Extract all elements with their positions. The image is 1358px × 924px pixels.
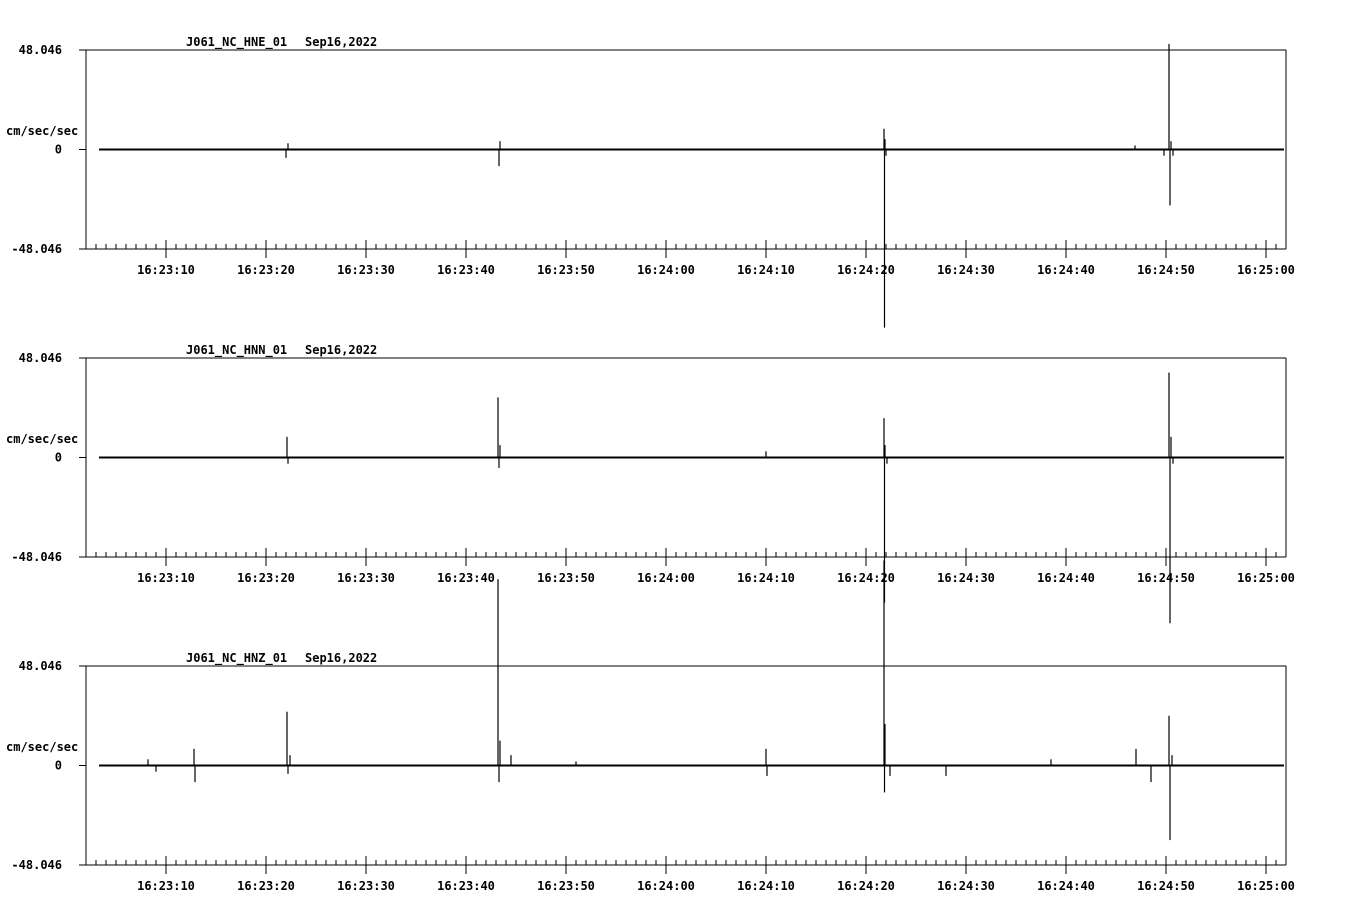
x-tick-label: 16:24:20 <box>837 879 895 893</box>
x-tick-label: 16:23:20 <box>237 879 295 893</box>
x-tick-label: 16:25:00 <box>1237 263 1295 277</box>
chart-panel-1 <box>6 35 1295 328</box>
chart-panel-2 <box>6 343 1295 623</box>
x-tick-label: 16:24:20 <box>837 263 895 277</box>
x-tick-label: 16:23:10 <box>137 879 195 893</box>
x-tick-label: 16:23:40 <box>437 879 495 893</box>
panel-title: J061_NC_HNN_01 <box>186 343 288 357</box>
y-tick-label: 48.046 <box>18 43 62 57</box>
y-axis-label: cm/sec/sec <box>6 432 79 446</box>
x-tick-label: 16:24:30 <box>937 879 995 893</box>
x-tick-label: 16:25:00 <box>1237 571 1295 585</box>
x-tick-label: 16:24:10 <box>737 879 795 893</box>
panel-title: J061_NC_HNE_01 <box>186 35 288 49</box>
x-tick-label: 16:23:40 <box>437 571 495 585</box>
x-tick-label: 16:24:40 <box>1037 879 1095 893</box>
chart-panel-3 <box>6 561 1295 894</box>
panel-date: Sep16,2022 <box>305 343 378 357</box>
y-tick-label: 0 <box>54 142 62 157</box>
x-tick-label: 16:23:30 <box>337 879 395 893</box>
x-tick-label: 16:24:50 <box>1137 879 1195 893</box>
x-tick-label: 16:24:40 <box>1037 263 1095 277</box>
x-tick-label: 16:23:20 <box>237 263 295 277</box>
panel-date: Sep16,2022 <box>305 35 378 49</box>
y-tick-label: 0 <box>54 450 62 465</box>
x-tick-label: 16:25:00 <box>1237 879 1295 893</box>
x-tick-label: 16:23:50 <box>537 879 595 893</box>
y-tick-label: -48.046 <box>11 242 62 256</box>
x-tick-label: 16:24:10 <box>737 263 795 277</box>
x-tick-label: 16:24:30 <box>937 571 995 585</box>
x-tick-label: 16:24:20 <box>837 571 895 585</box>
y-axis-label: cm/sec/sec <box>6 740 79 754</box>
x-tick-label: 16:24:00 <box>637 879 695 893</box>
x-tick-label: 16:23:30 <box>337 263 395 277</box>
x-tick-label: 16:23:10 <box>137 263 195 277</box>
x-tick-label: 16:23:50 <box>537 263 595 277</box>
y-tick-label: -48.046 <box>11 550 62 564</box>
panel-date: Sep16,2022 <box>305 651 378 665</box>
y-tick-label: -48.046 <box>11 858 62 872</box>
x-tick-label: 16:23:20 <box>237 571 295 585</box>
y-tick-label: 48.046 <box>18 659 62 673</box>
y-tick-label: 0 <box>54 758 62 773</box>
y-tick-label: 48.046 <box>18 351 62 365</box>
x-tick-label: 16:24:40 <box>1037 571 1095 585</box>
x-tick-label: 16:24:50 <box>1137 571 1195 585</box>
x-tick-label: 16:24:00 <box>637 571 695 585</box>
x-tick-label: 16:24:50 <box>1137 263 1195 277</box>
x-tick-label: 16:23:30 <box>337 571 395 585</box>
x-tick-label: 16:24:10 <box>737 571 795 585</box>
x-tick-label: 16:24:30 <box>937 263 995 277</box>
x-tick-label: 16:23:10 <box>137 571 195 585</box>
y-axis-label: cm/sec/sec <box>6 124 79 138</box>
x-tick-label: 16:23:50 <box>537 571 595 585</box>
x-tick-label: 16:24:00 <box>637 263 695 277</box>
x-tick-label: 16:23:40 <box>437 263 495 277</box>
panel-title: J061_NC_HNZ_01 <box>186 651 288 665</box>
